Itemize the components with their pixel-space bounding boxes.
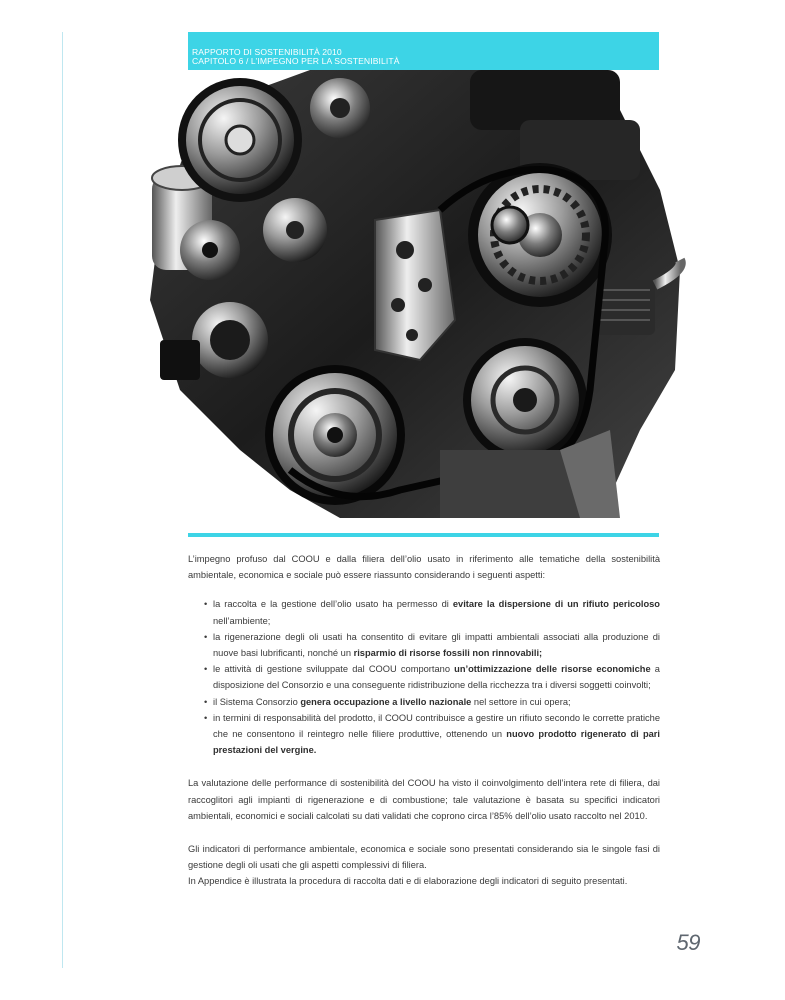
accent-divider <box>188 533 659 537</box>
chapter-title: CAPITOLO 6 / L’IMPEGNO PER LA SOSTENIBILITÀ <box>192 56 400 66</box>
appendix-paragraph: In Appendice è illustrata la procedura di raccolta dati e di elaborazione degli indicatori di seguito presentati. <box>188 876 628 887</box>
list-item: • il Sistema Consorzio genera occupazione a livello nazionale nel settore in cui opera; <box>204 694 660 710</box>
engine-photo <box>140 70 700 518</box>
list-item: • la raccolta e la gestione dell’olio usato ha permesso di evitare la dispersione di un rifiuto pericoloso nell’ambiente; <box>204 596 660 628</box>
body-text <box>188 551 660 890</box>
evaluation-paragraph: La valutazione delle performance di sostenibilità del COOU ha visto il coinvolgimento dell’intera rete di filiera, dai raccoglitori agli impianti di rigenerazione e di combustione; tale valutazione è basata su specifici indicatori ambientali, economici e sociali calcolati su dati validati che coprono circa l’85% dell’olio usato raccolto nel 2010. <box>188 778 660 821</box>
intro-paragraph: L’impegno profuso dal COOU e dalla filiera dell’olio usato in riferimento alle tematiche della sostenibilità ambientale, economica e sociale può essere riassunto considerando i seguenti aspetti: <box>188 554 660 581</box>
margin-rule <box>62 32 63 968</box>
list-item: • la rigenerazione degli oli usati ha consentito di evitare gli impatti ambientali associati alla produzione di nuove basi lubrificanti, nonché un risparmio di risorse fossili non rinnovabili; <box>204 629 660 661</box>
indicators-paragraph: Gli indicatori di performance ambientale, economica e sociale sono presentati considerando sia le singole fasi di gestione degli oli usati che gli aspetti complessivi di filiera. <box>188 844 660 871</box>
list-item: • in termini di responsabilità del prodotto, il COOU contribuisce a gestire un rifiuto secondo le corrette pratiche che ne consentono il reintegro nelle filiere produttive, ottenendo un nuovo prodotto rigenerato di pari prestazioni del vergine. <box>204 710 660 759</box>
report-title: RAPPORTO DI SOSTENIBILITÀ 2010 <box>192 47 342 57</box>
page-number: 59 <box>676 930 700 955</box>
aspects-list <box>188 596 660 758</box>
list-item: • le attività di gestione sviluppate dal COOU comportano un’ottimizzazione delle risorse economiche a disposizione del Consorzio e una conseguente ridistribuzione della ricchezza tra i diversi soggetti coinvolti; <box>204 661 660 693</box>
chapter-header <box>188 32 659 70</box>
